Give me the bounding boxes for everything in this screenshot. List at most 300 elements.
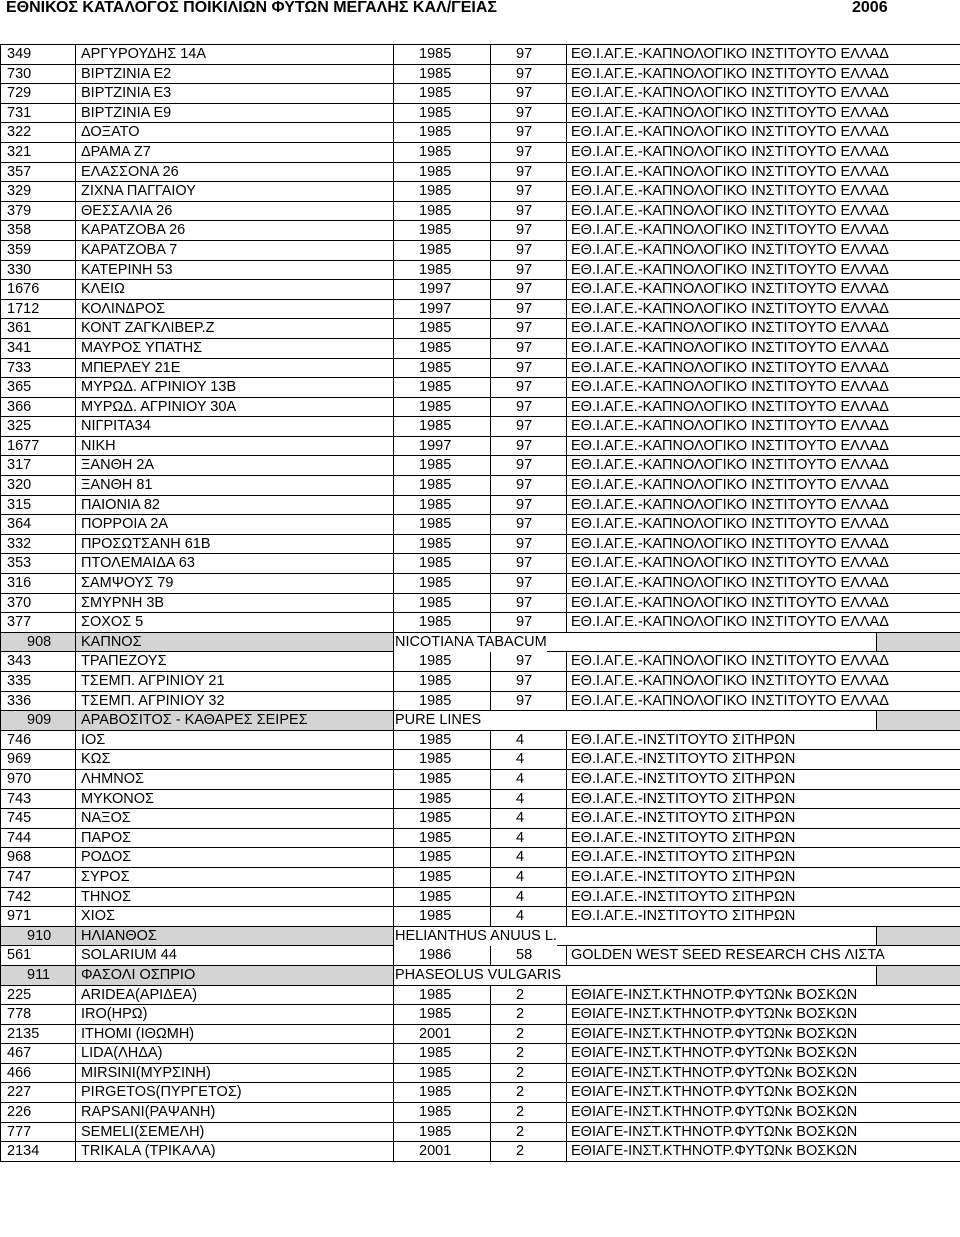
registration-year: 1985 [419,104,452,121]
table-row [0,515,960,535]
registration-year: 2001 [419,1143,452,1160]
maintainer: ΕΘ.Ι.ΑΓ.Ε.-ΚΑΠΝΟΛΟΓΙΚΟ ΙΝΣΤΙΤΟΥΤΟ ΕΛΛΑΔ [571,555,889,572]
variety-code: 971 [7,908,32,925]
maintainer: ΕΘ.Ι.ΑΓ.Ε.-ΚΑΠΝΟΛΟΓΙΚΟ ΙΝΣΤΙΤΟΥΤΟ ΕΛΛΑΔ [571,241,889,258]
registration-year: 1985 [419,320,452,337]
variety-name: ΞΑΝΘΗ 81 [81,477,153,494]
cell-divider [490,437,491,456]
cell-divider [393,221,394,240]
registration-year: 1985 [419,65,452,82]
table-row [0,65,960,85]
variety-name: ΚΟΛΙΝΔΡΟΣ [81,300,166,317]
variety-code: 969 [7,751,32,768]
variety-code: 316 [7,575,32,592]
registration-year: 1985 [419,496,452,513]
table-row [0,1044,960,1064]
species-latin-name: PHASEOLUS VULGARIS [395,966,561,983]
cell-divider [490,554,491,573]
variety-code: 353 [7,555,32,572]
registration-period: 97 [516,437,533,454]
cell-divider [490,848,491,867]
cell-divider [490,202,491,221]
cell-divider [490,1123,491,1142]
variety-name: ΣΥΡΟΣ [81,868,130,885]
variety-code: 364 [7,516,32,533]
cell-divider [393,594,394,613]
cell-divider [490,378,491,397]
variety-name: ΜΥΡΩΔ. ΑΓΡΙΝΙΟΥ 30Α [81,398,237,415]
cell-divider [75,1044,76,1063]
variety-name: SOLARIUM 44 [81,947,177,964]
registration-period: 4 [516,731,525,748]
table-row [0,182,960,202]
variety-code: 2135 [7,1025,40,1042]
registration-year: 1985 [419,143,452,160]
registration-year: 1985 [419,516,452,533]
registration-period: 4 [516,810,525,827]
cell-divider [393,398,394,417]
variety-name: ΒΙΡΤΖΙΝΙΑ Ε9 [81,104,172,121]
cell-divider [75,398,76,417]
table-row [0,221,960,241]
registration-year: 1985 [419,770,452,787]
cell-divider [490,986,491,1005]
registration-period: 97 [516,261,533,278]
cell-divider [393,182,394,201]
maintainer: ΕΘ.Ι.ΑΓ.Ε.-ΙΝΣΤΙΤΟΥΤΟ ΣΙΤΗΡΩΝ [571,770,796,787]
cell-divider [393,672,394,691]
maintainer: ΕΘΙΑΓΕ-ΙΝΣΤ.ΚΤΗΝΟΤΡ.ΦΥΤΩΝκ ΒΟΣΚΩΝ [571,1143,858,1160]
cell-divider [490,829,491,848]
table-row [0,672,960,692]
cell-divider [490,868,491,887]
variety-name: ΝΑΞΟΣ [81,810,131,827]
registration-year: 1985 [419,849,452,866]
cell-divider [393,1005,394,1024]
registration-period: 2 [516,1143,525,1160]
cell-divider [490,888,491,907]
registration-period: 97 [516,281,533,298]
cell-divider [393,554,394,573]
cell-divider [566,515,567,534]
variety-name: ΜΥΚΟΝΟΣ [81,790,154,807]
registration-period: 2 [516,1006,525,1023]
registration-year: 1985 [419,888,452,905]
maintainer: ΕΘ.Ι.ΑΓ.Ε.-ΚΑΠΝΟΛΟΓΙΚΟ ΙΝΣΤΙΤΟΥΤΟ ΕΛΛΑΔ [571,614,889,631]
registration-period: 2 [516,1084,525,1101]
cell-divider [393,1044,394,1063]
maintainer: ΕΘ.Ι.ΑΓ.Ε.-ΚΑΠΝΟΛΟΓΙΚΟ ΙΝΣΤΙΤΟΥΤΟ ΕΛΛΑΔ [571,85,889,102]
variety-code: 747 [7,868,32,885]
registration-year: 1985 [419,731,452,748]
cell-divider [393,437,394,456]
registration-year: 1985 [419,85,452,102]
cell-divider [393,496,394,515]
cell-divider [566,790,567,809]
species-latin-name: PURE LINES [395,712,482,729]
cell-divider [490,574,491,593]
cell-divider [393,339,394,358]
registration-period: 97 [516,594,533,611]
table-row [0,888,960,908]
cell-divider [393,1064,394,1083]
table-row [0,476,960,496]
variety-name: ΝΙΚΗ [81,437,116,454]
registration-period: 97 [516,300,533,317]
species-header-row [0,711,960,731]
variety-name: ΜΥΡΩΔ. ΑΓΡΙΝΙΟΥ 13Β [81,379,237,396]
cell-divider [75,339,76,358]
table-row [0,1142,960,1162]
variety-name: ΞΑΝΘΗ 2Α [81,457,155,474]
variety-name: ΠΡΟΣΩΤΣΑΝΗ 61Β [81,535,211,552]
maintainer: ΕΘ.Ι.ΑΓ.Ε.-ΚΑΠΝΟΛΟΓΙΚΟ ΙΝΣΤΙΤΟΥΤΟ ΕΛΛΑΔ [571,575,889,592]
cell-divider [393,888,394,907]
table-row [0,770,960,790]
variety-code: 336 [7,692,32,709]
cell-divider [393,574,394,593]
registration-period: 97 [516,104,533,121]
table-row [0,692,960,712]
variety-name: ΠΑΡΟΣ [81,829,132,846]
maintainer: ΕΘ.Ι.ΑΓ.Ε.-ΙΝΣΤΙΤΟΥΤΟ ΣΙΤΗΡΩΝ [571,888,796,905]
maintainer: ΕΘ.Ι.ΑΓ.Ε.-ΙΝΣΤΙΤΟΥΤΟ ΣΙΤΗΡΩΝ [571,790,796,807]
variety-code: 315 [7,496,32,513]
cell-divider [393,1142,394,1161]
maintainer: ΕΘ.Ι.ΑΓ.Ε.-ΚΑΠΝΟΛΟΓΙΚΟ ΙΝΣΤΙΤΟΥΤΟ ΕΛΛΑΔ [571,516,889,533]
registration-period: 97 [516,457,533,474]
registration-year: 1985 [419,183,452,200]
cell-divider [393,202,394,221]
table-row [0,143,960,163]
cell-divider [75,280,76,299]
registration-period: 2 [516,1123,525,1140]
cell-divider [490,809,491,828]
cell-divider [490,672,491,691]
variety-code: 357 [7,163,32,180]
variety-code: 343 [7,653,32,670]
variety-code: 358 [7,222,32,239]
table-row [0,417,960,437]
registration-year: 1985 [419,986,452,1003]
cell-divider [566,1025,567,1044]
table-row [0,1005,960,1025]
variety-code: 322 [7,124,32,141]
maintainer: ΕΘ.Ι.ΑΓ.Ε.-ΚΑΠΝΟΛΟΓΙΚΟ ΙΝΣΤΙΤΟΥΤΟ ΕΛΛΑΔ [571,379,889,396]
variety-name: RAPSANI(ΡΑΨΑΝΗ) [81,1104,216,1121]
table-row [0,398,960,418]
variety-code: 335 [7,673,32,689]
table-row [0,1083,960,1103]
registration-year: 2001 [419,1025,452,1042]
variety-name: ΠΤΟΛΕΜΑΙΔΑ 63 [81,555,195,572]
table-row [0,574,960,594]
maintainer: ΕΘ.Ι.ΑΓ.Ε.-ΚΑΠΝΟΛΟΓΙΚΟ ΙΝΣΤΙΤΟΥΤΟ ΕΛΛΑΔ [571,300,889,317]
cell-divider [75,84,76,103]
cell-divider [75,359,76,378]
cell-divider [490,1083,491,1102]
cell-divider [566,163,567,182]
maintainer: ΕΘ.Ι.ΑΓ.Ε.-ΚΑΠΝΟΛΟΓΙΚΟ ΙΝΣΤΙΤΟΥΤΟ ΕΛΛΑΔ [571,222,889,239]
cell-divider [75,143,76,162]
variety-name: ΚΑΤΕΡΙΝΗ 53 [81,261,173,278]
cell-divider [75,888,76,907]
maintainer: ΕΘ.Ι.ΑΓ.Ε.-ΚΑΠΝΟΛΟΓΙΚΟ ΙΝΣΤΙΤΟΥΤΟ ΕΛΛΑΔ [571,124,889,141]
maintainer: ΕΘ.Ι.ΑΓ.Ε.-ΙΝΣΤΙΤΟΥΤΟ ΣΙΤΗΡΩΝ [571,751,796,768]
registration-period: 97 [516,575,533,592]
variety-code: 968 [7,849,32,866]
cell-divider [75,241,76,260]
registration-period: 97 [516,477,533,494]
variety-code: 325 [7,418,32,435]
cell-divider [566,378,567,397]
table-row [0,907,960,927]
table-row [0,359,960,379]
registration-year: 1985 [419,457,452,474]
species-header-row [0,927,960,947]
cell-divider [566,65,567,84]
cell-divider [393,731,394,750]
table-row [0,554,960,574]
maintainer: ΕΘ.Ι.ΑΓ.Ε.-ΚΑΠΝΟΛΟΓΙΚΟ ΙΝΣΤΙΤΟΥΤΟ ΕΛΛΑΔ [571,46,889,62]
cell-divider [566,104,567,123]
maintainer: ΕΘ.Ι.ΑΓ.Ε.-ΙΝΣΤΙΤΟΥΤΟ ΣΙΤΗΡΩΝ [571,829,796,846]
cell-divider [75,417,76,436]
cell-divider [75,437,76,456]
variety-name: ΖΙΧΝΑ ΠΑΓΓΑΙΟΥ [81,183,196,200]
cell-divider [75,672,76,691]
cell-divider [393,652,394,671]
cell-divider [75,711,76,730]
maintainer: ΕΘ.Ι.ΑΓ.Ε.-ΚΑΠΝΟΛΟΓΙΚΟ ΙΝΣΤΙΤΟΥΤΟ ΕΛΛΑΔ [571,594,889,611]
registration-year: 1985 [419,398,452,415]
cell-divider [75,868,76,887]
cell-divider [490,280,491,299]
maintainer: ΕΘΙΑΓΕ-ΙΝΣΤ.ΚΤΗΝΟΤΡ.ΦΥΤΩΝκ ΒΟΣΚΩΝ [571,986,858,1003]
cell-divider [393,829,394,848]
registration-year: 1985 [419,261,452,278]
cell-divider [566,692,567,711]
cell-divider [75,104,76,123]
cell-divider [75,633,76,652]
cell-divider [75,476,76,495]
catalog-year: 2006 [852,0,888,16]
species-latin-name: NICOTIANA TABACUM [395,633,547,650]
variety-name: ΔΡΑΜΑ Ζ7 [81,143,151,160]
table-row [0,202,960,222]
cell-divider [75,1064,76,1083]
registration-period: 97 [516,241,533,258]
maintainer: ΕΘΙΑΓΕ-ΙΝΣΤ.ΚΤΗΝΟΤΡ.ΦΥΤΩΝκ ΒΟΣΚΩΝ [571,1123,858,1140]
variety-code: 745 [7,810,32,827]
cell-divider [75,319,76,338]
cell-divider [393,692,394,711]
variety-name: ΚΩΣ [81,751,111,768]
variety-name: ΚΛΕΙΩ [81,281,125,298]
cell-divider [393,809,394,828]
cell-divider [876,711,877,730]
maintainer: ΕΘ.Ι.ΑΓ.Ε.-ΚΑΠΝΟΛΟΓΙΚΟ ΙΝΣΤΙΤΟΥΤΟ ΕΛΛΑΔ [571,653,889,670]
cell-divider [490,1025,491,1044]
variety-name: ΤΣΕΜΠ. ΑΓΡΙΝΙΟΥ 21 [81,673,225,689]
variety-name: ΣΜΥΡΝΗ 3Β [81,594,165,611]
cell-divider [75,163,76,182]
cell-divider [490,221,491,240]
cell-divider [393,848,394,867]
cell-divider [566,45,567,64]
cell-divider [490,319,491,338]
species-code: 908 [27,633,52,650]
cell-divider [393,790,394,809]
cell-divider [393,280,394,299]
table-row [0,986,960,1006]
maintainer: ΕΘ.Ι.ΑΓ.Ε.-ΚΑΠΝΟΛΟΓΙΚΟ ΙΝΣΤΙΤΟΥΤΟ ΕΛΛΑΔ [571,202,889,219]
table-row [0,1064,960,1084]
variety-name: ΤΗΝΟΣ [81,888,132,905]
registration-period: 2 [516,1104,525,1121]
registration-period: 97 [516,202,533,219]
variety-name: ARIDEA(ΑΡΙΔΕΑ) [81,986,198,1003]
maintainer: ΕΘΙΑΓΕ-ΙΝΣΤ.ΚΤΗΝΟΤΡ.ΦΥΤΩΝκ ΒΟΣΚΩΝ [571,1064,858,1081]
cell-divider [566,182,567,201]
cell-divider [393,241,394,260]
registration-period: 4 [516,770,525,787]
table-row [0,123,960,143]
maintainer: ΕΘ.Ι.ΑΓ.Ε.-ΙΝΣΤΙΤΟΥΤΟ ΣΙΤΗΡΩΝ [571,731,796,748]
table-row [0,1123,960,1143]
cell-divider [566,123,567,142]
cell-divider [393,476,394,495]
variety-code: 321 [7,143,32,160]
table-row [0,280,960,300]
registration-year: 1985 [419,339,452,356]
cell-divider [490,496,491,515]
cell-divider [876,633,877,652]
maintainer: ΕΘ.Ι.ΑΓ.Ε.-ΚΑΠΝΟΛΟΓΙΚΟ ΙΝΣΤΙΤΟΥΤΟ ΕΛΛΑΔ [571,477,889,494]
variety-name: ΒΙΡΤΖΙΝΙΑ Ε2 [81,65,172,82]
cell-divider [490,1142,491,1161]
registration-period: 97 [516,496,533,513]
cell-divider [393,378,394,397]
cell-divider [566,809,567,828]
variety-code: 226 [7,1104,32,1121]
variety-name: ITHOMI (ΙΘΩΜΗ) [81,1025,195,1042]
cell-divider [566,496,567,515]
cell-divider [75,515,76,534]
variety-code: 341 [7,339,32,356]
cell-divider [393,300,394,319]
maintainer: ΕΘ.Ι.ΑΓ.Ε.-ΚΑΠΝΟΛΟΓΙΚΟ ΙΝΣΤΙΤΟΥΤΟ ΕΛΛΑΔ [571,183,889,200]
cell-divider [75,790,76,809]
table-row [0,535,960,555]
registration-period: 97 [516,516,533,533]
registration-year: 1985 [419,692,452,709]
cell-divider [490,907,491,926]
variety-table [0,44,960,1162]
variety-code: 744 [7,829,32,846]
variety-name: ΜΠΕΡΛΕΥ 21Ε [81,359,181,376]
cell-divider [75,574,76,593]
cell-divider [490,1103,491,1122]
cell-divider [566,1083,567,1102]
table-row [0,848,960,868]
cell-divider [490,946,491,965]
maintainer: ΕΘ.Ι.ΑΓ.Ε.-ΙΝΣΤΙΤΟΥΤΟ ΣΙΤΗΡΩΝ [571,849,796,866]
registration-period: 97 [516,359,533,376]
registration-period: 2 [516,1045,525,1062]
table-row [0,790,960,810]
cell-divider [75,613,76,632]
registration-period: 4 [516,888,525,905]
cell-divider [75,594,76,613]
variety-name: TRIKALA (ΤΡΙΚΑΛΑ) [81,1143,216,1160]
cell-divider [75,770,76,789]
maintainer: ΕΘΙΑΓΕ-ΙΝΣΤ.ΚΤΗΝΟΤΡ.ΦΥΤΩΝκ ΒΟΣΚΩΝ [571,1025,858,1042]
cell-divider [75,45,76,64]
table-row [0,1103,960,1123]
cell-divider [566,221,567,240]
registration-year: 1985 [419,222,452,239]
variety-name: ΜΑΥΡΟΣ ΥΠΑΤΗΣ [81,339,203,356]
cell-divider [490,359,491,378]
cell-divider [876,927,877,946]
variety-code: 366 [7,398,32,415]
species-code: 910 [27,927,52,944]
registration-year: 1985 [419,575,452,592]
variety-code: 330 [7,261,32,278]
cell-divider [393,907,394,926]
maintainer: ΕΘ.Ι.ΑΓ.Ε.-ΚΑΠΝΟΛΟΓΙΚΟ ΙΝΣΤΙΤΟΥΤΟ ΕΛΛΑΔ [571,65,889,82]
cell-divider [393,535,394,554]
cell-divider [393,45,394,64]
registration-year: 1985 [419,477,452,494]
variety-code: 466 [7,1064,32,1081]
cell-divider [490,45,491,64]
registration-period: 2 [516,1025,525,1042]
cell-divider [566,437,567,456]
registration-year: 1986 [419,947,452,964]
cell-divider [566,672,567,691]
cell-divider [393,417,394,436]
cell-divider [75,182,76,201]
variety-name: SEMELI(ΣΕΜΕΛΗ) [81,1123,205,1140]
cell-divider [490,339,491,358]
variety-code: 317 [7,457,32,474]
cell-divider [393,456,394,475]
variety-code: 743 [7,790,32,807]
registration-year: 1985 [419,555,452,572]
cell-divider [75,300,76,319]
maintainer: ΕΘ.Ι.ΑΓ.Ε.-ΚΑΠΝΟΛΟΓΙΚΟ ΙΝΣΤΙΤΟΥΤΟ ΕΛΛΑΔ [571,261,889,278]
table-row [0,300,960,320]
maintainer: ΕΘ.Ι.ΑΓ.Ε.-ΚΑΠΝΟΛΟΓΙΚΟ ΙΝΣΤΙΤΟΥΤΟ ΕΛΛΑΔ [571,320,889,337]
cell-divider [566,280,567,299]
cell-divider [393,123,394,142]
cell-divider [75,123,76,142]
variety-code: 730 [7,65,32,82]
cell-divider [566,888,567,907]
cell-divider [393,868,394,887]
registration-period: 58 [516,947,533,964]
cell-divider [490,398,491,417]
cell-divider [566,359,567,378]
variety-name: ΚΑΡΑΤΖΟΒΑ 7 [81,241,178,258]
cell-divider [490,613,491,632]
table-row [0,594,960,614]
cell-divider [490,417,491,436]
cell-divider [75,202,76,221]
species-name: ΗΛΙΑΝΘΟΣ [81,927,157,944]
